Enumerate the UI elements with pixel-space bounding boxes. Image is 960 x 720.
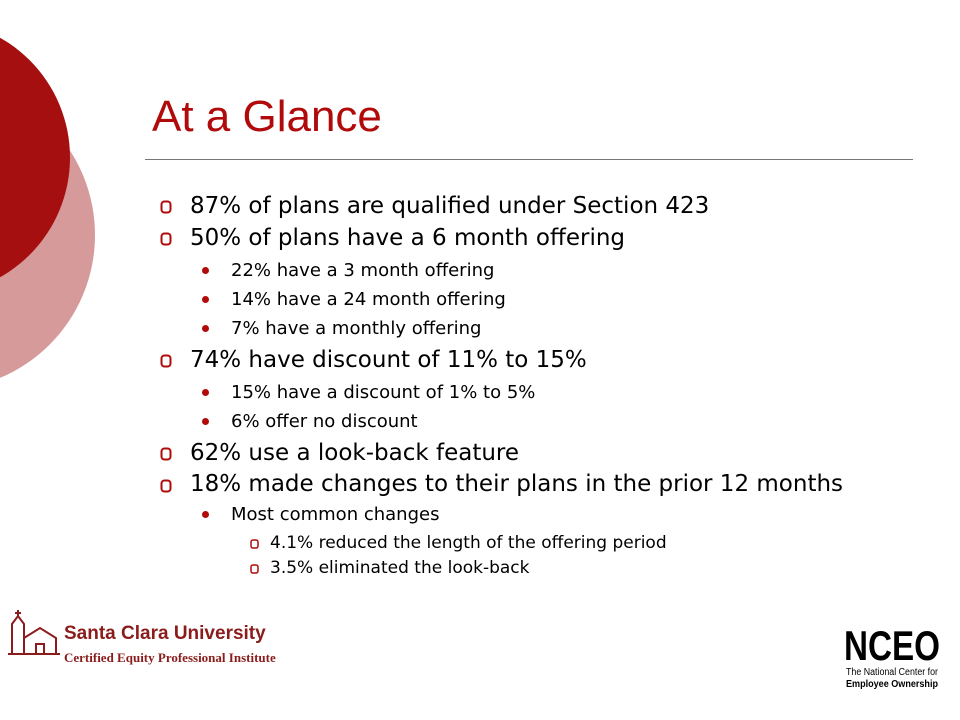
bullet-list (160, 192, 920, 582)
hollow-square-bullet-icon (160, 232, 172, 246)
slide-title: At a Glance (152, 92, 382, 141)
nceo-line-2: Employee Ownership (846, 679, 938, 690)
bullet-text: 62% use a look-back feature (190, 440, 520, 466)
bullet-text: 14% have a 24 month offering (231, 289, 506, 310)
bullet-text: 74% have discount of 11% to 15% (190, 347, 587, 373)
title-divider (145, 159, 913, 160)
dot-bullet-icon (202, 418, 209, 425)
sub-bullet-item (160, 381, 920, 404)
hollow-square-bullet-icon (160, 200, 172, 214)
dot-bullet-icon (202, 296, 209, 303)
bullet-text: 4.1% reduced the length of the offering period (270, 533, 667, 553)
bullet-text: 3.5% eliminated the look-back (270, 558, 530, 578)
bullet-text: 87% of plans are qualified under Section 423 (190, 193, 710, 219)
bullet-text: Most common changes (231, 504, 440, 525)
dot-bullet-icon (202, 511, 209, 518)
nceo-mark: NCEO (844, 622, 940, 669)
sub-bullet-item (160, 288, 920, 311)
santa-clara-university-logo (6, 606, 306, 670)
sub-bullet-item (160, 317, 920, 340)
hollow-square-bullet-icon (160, 447, 172, 461)
bullet-item (160, 439, 920, 468)
bullet-item (160, 224, 920, 253)
bullet-text: 22% have a 3 month offering (231, 260, 495, 281)
bullet-item (160, 192, 920, 221)
sub-sub-bullet-item (160, 532, 920, 554)
nceo-line-1: The National Center for (846, 667, 939, 678)
sub-sub-bullet-item (160, 557, 920, 579)
sub-bullet-item (160, 503, 920, 526)
bullet-text: 15% have a discount of 1% to 5% (231, 382, 536, 403)
dot-bullet-icon (202, 267, 209, 274)
bullet-item (160, 346, 920, 375)
dot-bullet-icon (202, 389, 209, 396)
sub-bullet-item (160, 259, 920, 282)
sub-bullet-item (160, 410, 920, 433)
scu-name: Santa Clara University (64, 623, 266, 644)
mission-building-icon (8, 610, 60, 654)
hollow-square-bullet-icon (250, 564, 259, 574)
hollow-square-bullet-icon (250, 539, 259, 549)
dot-bullet-icon (202, 325, 209, 332)
hollow-square-bullet-icon (160, 354, 172, 368)
bullet-item (160, 471, 920, 497)
bullet-text: 50% of plans have a 6 month offering (190, 225, 626, 251)
bullet-text: 6% offer no discount (231, 411, 418, 432)
scu-subtitle: Certified Equity Professional Institute (64, 650, 276, 665)
bullet-text: 7% have a monthly offering (231, 318, 482, 339)
bullet-text: 18% made changes to their plans in the prior 12 months (190, 471, 844, 497)
hollow-square-bullet-icon (160, 479, 172, 493)
nceo-logo (842, 622, 942, 692)
